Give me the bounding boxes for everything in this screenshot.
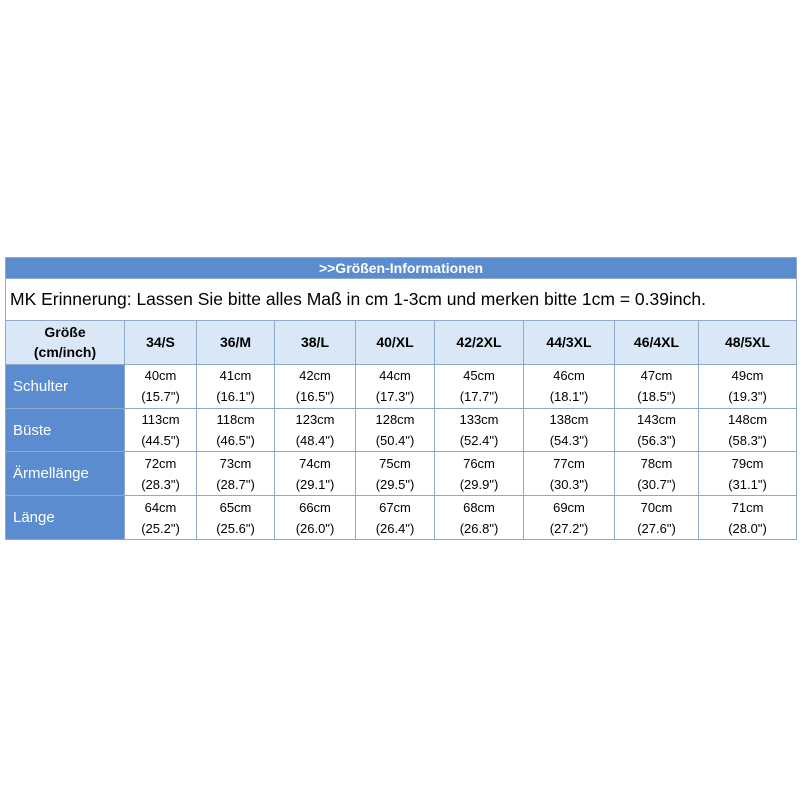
- size-header-label: Größe: [44, 324, 86, 341]
- measurement-cell: [356, 496, 435, 540]
- measurement-cm: 42cm: [299, 368, 331, 384]
- row-label: Büste: [6, 408, 125, 452]
- measurement-inch: (58.3"): [728, 433, 767, 449]
- measurement-cell: [275, 364, 356, 408]
- title-row: [6, 258, 797, 279]
- measurement-cm: 143cm: [636, 412, 677, 428]
- measurement-inch: (44.5"): [141, 433, 180, 449]
- measurement-cell: [197, 496, 275, 540]
- measurement-cell: [125, 364, 197, 408]
- measurement-inch: (18.5"): [637, 389, 676, 405]
- measurement-cell: [275, 452, 356, 496]
- measurement-cell: [524, 364, 615, 408]
- measurement-inch: (54.3"): [549, 433, 589, 449]
- measurement-cell: [356, 452, 435, 496]
- measurement-inch: (25.2"): [141, 520, 180, 536]
- table-row: [6, 408, 797, 452]
- table-title: >>Größen-Informationen: [6, 258, 797, 279]
- measurement-cm: 133cm: [459, 412, 499, 428]
- measurement-inch: (18.1"): [549, 389, 589, 405]
- measurement-cm: 73cm: [219, 455, 252, 471]
- measurement-cm: 69cm: [553, 499, 585, 515]
- measurement-cm: 46cm: [553, 368, 585, 384]
- measurement-cell: [615, 496, 699, 540]
- measurement-cell: [275, 408, 356, 452]
- size-column-header: 44/3XL: [524, 321, 615, 365]
- measurement-cell: [125, 452, 197, 496]
- row-label: Schulter: [6, 364, 125, 408]
- measurement-inch: (28.0"): [728, 520, 767, 536]
- measurement-inch: (52.4"): [459, 433, 499, 449]
- measurement-cm: 74cm: [299, 455, 331, 471]
- measurement-cell: [197, 364, 275, 408]
- measurement-inch: (50.4"): [375, 433, 415, 449]
- table-row: [6, 452, 797, 496]
- measurement-cm: 78cm: [640, 455, 673, 471]
- measurement-cell: [615, 452, 699, 496]
- measurement-inch: (25.6"): [216, 520, 255, 536]
- size-column-header: 34/S: [125, 321, 197, 365]
- measurement-inch: (26.8"): [459, 520, 499, 536]
- measurement-note: MK Erinnerung: Lassen Sie bitte alles Maß in cm 1-3cm und merken bitte 1cm = 0.39inch.: [6, 279, 797, 321]
- measurement-inch: (31.1"): [728, 476, 767, 492]
- measurement-cell: [356, 364, 435, 408]
- measurement-cm: 75cm: [379, 455, 411, 471]
- measurement-cell: [435, 408, 524, 452]
- measurement-inch: (48.4"): [295, 433, 335, 449]
- measurement-cell: [197, 408, 275, 452]
- measurement-cell: [435, 496, 524, 540]
- measurement-inch: (26.4"): [375, 520, 415, 536]
- measurement-cell: [699, 452, 797, 496]
- measurement-inch: (27.2"): [549, 520, 589, 536]
- size-chart-table: [5, 257, 797, 540]
- measurement-cm: 123cm: [295, 412, 335, 428]
- measurement-inch: (26.0"): [295, 520, 335, 536]
- measurement-cm: 47cm: [640, 368, 673, 384]
- measurement-cm: 68cm: [463, 499, 495, 515]
- measurement-cm: 44cm: [379, 368, 411, 384]
- measurement-cell: [524, 452, 615, 496]
- measurement-cm: 41cm: [219, 368, 252, 384]
- size-header-unit: (cm/inch): [33, 344, 97, 361]
- measurement-cm: 66cm: [299, 499, 331, 515]
- measurement-cm: 113cm: [141, 412, 180, 428]
- measurement-inch: (16.5"): [295, 389, 335, 405]
- measurement-cm: 45cm: [463, 368, 495, 384]
- measurement-cm: 128cm: [375, 412, 415, 428]
- measurement-inch: (30.3"): [549, 476, 589, 492]
- row-label: Länge: [6, 496, 125, 540]
- measurement-cm: 138cm: [549, 412, 589, 428]
- measurement-cell: [435, 452, 524, 496]
- measurement-cm: 67cm: [379, 499, 411, 515]
- measurement-cm: 65cm: [219, 499, 252, 515]
- measurement-inch: (19.3"): [728, 389, 767, 405]
- measurement-cm: 71cm: [731, 499, 764, 515]
- measurement-cell: [125, 496, 197, 540]
- measurement-cm: 49cm: [731, 368, 764, 384]
- measurement-inch: (17.7"): [459, 389, 499, 405]
- measurement-inch: (56.3"): [637, 433, 676, 449]
- measurement-cell: [524, 496, 615, 540]
- measurement-cell: [699, 364, 797, 408]
- measurement-cm: 148cm: [728, 412, 768, 428]
- measurement-inch: (15.7"): [141, 389, 180, 405]
- size-column-header: 42/2XL: [435, 321, 524, 365]
- measurement-cm: 64cm: [144, 499, 177, 515]
- measurement-inch: (28.3"): [141, 476, 180, 492]
- measurement-cell: [699, 496, 797, 540]
- note-row: [6, 279, 797, 321]
- measurement-inch: (29.5"): [375, 476, 415, 492]
- measurement-cell: [524, 408, 615, 452]
- table-row: [6, 496, 797, 540]
- measurement-cm: 40cm: [144, 368, 177, 384]
- measurement-inch: (29.9"): [459, 476, 499, 492]
- measurement-cm: 77cm: [553, 455, 585, 471]
- measurement-cm: 79cm: [731, 455, 764, 471]
- size-column-header: 40/XL: [356, 321, 435, 365]
- measurement-cm: 72cm: [144, 455, 177, 471]
- measurement-cell: [435, 364, 524, 408]
- measurement-cell: [615, 408, 699, 452]
- measurement-inch: (28.7"): [216, 476, 255, 492]
- size-column-header: 38/L: [275, 321, 356, 365]
- measurement-inch: (16.1"): [216, 389, 255, 405]
- measurement-inch: (29.1"): [295, 476, 335, 492]
- measurement-cm: 70cm: [640, 499, 673, 515]
- measurement-cell: [125, 408, 197, 452]
- size-column-header: 46/4XL: [615, 321, 699, 365]
- measurement-inch: (30.7"): [637, 476, 676, 492]
- measurement-inch: (27.6"): [637, 520, 676, 536]
- measurement-cell: [615, 364, 699, 408]
- row-label: Ärmellänge: [6, 452, 125, 496]
- table-row: [6, 364, 797, 408]
- measurement-cell: [356, 408, 435, 452]
- size-column-header: 48/5XL: [699, 321, 797, 365]
- measurement-cm: 118cm: [216, 412, 255, 428]
- measurement-inch: (17.3"): [375, 389, 415, 405]
- measurement-cell: [197, 452, 275, 496]
- measurement-cell: [699, 408, 797, 452]
- measurement-inch: (46.5"): [216, 433, 255, 449]
- measurement-cell: [275, 496, 356, 540]
- measurement-cm: 76cm: [463, 455, 495, 471]
- size-header-corner: [6, 321, 125, 365]
- size-column-header: 36/M: [197, 321, 275, 365]
- header-row: [6, 321, 797, 365]
